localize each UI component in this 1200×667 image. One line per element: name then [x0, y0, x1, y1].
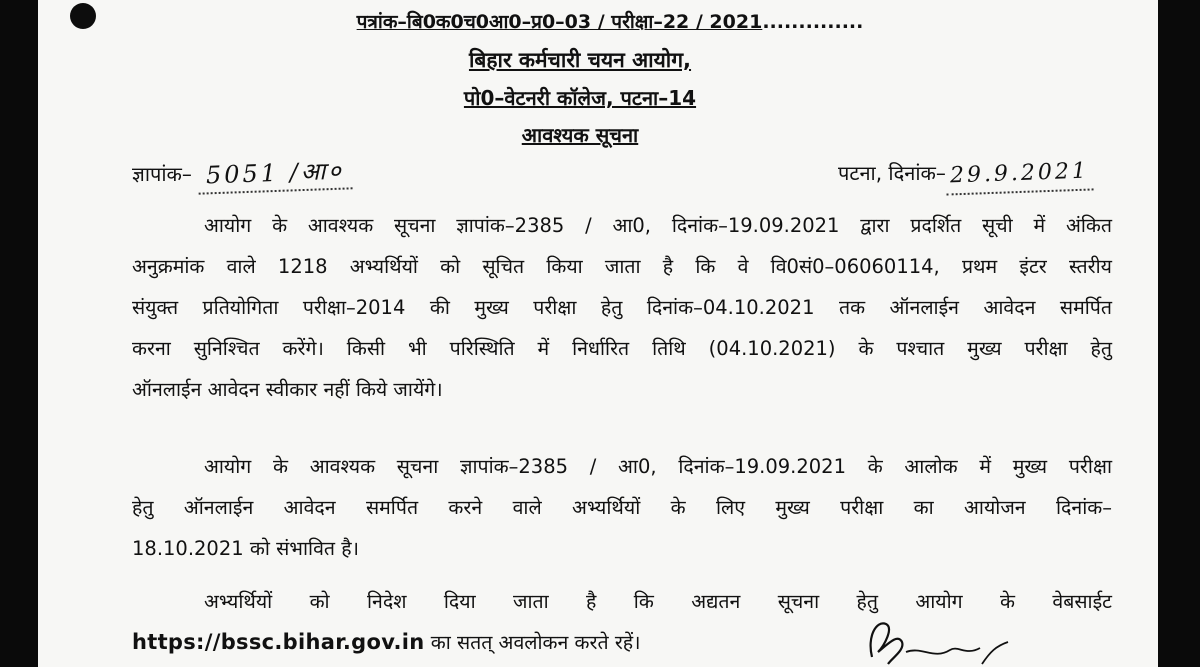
website-link[interactable]: https://bssc.bihar.gov.in: [132, 630, 425, 654]
notice-title-text: आवश्यक सूचना: [521, 123, 639, 147]
date-line: [838, 156, 1093, 193]
paragraph-2: [132, 446, 1112, 569]
paragraph-line: अनुक्रमांक वाले 1218 अभ्यर्थियों को सूचित किया जाता है कि वे वि0सं0–06060114, प्रथम इंटर स्तरीय: [132, 255, 1112, 278]
paragraph-line: आयोग के आवश्यक सूचना ज्ञापांक–2385 / आ0, दिनांक–19.09.2021 के आलोक में मुख्य परीक्षा: [204, 455, 1112, 478]
memo-number: 5051 /आ०: [197, 153, 352, 194]
paragraph-line: आयोग के आवश्यक सूचना ज्ञापांक–2385 / आ0, दिनांक–19.09.2021 द्वारा प्रदर्शित सूची में अंकित: [204, 214, 1112, 237]
photo-right-edge: [1158, 0, 1200, 667]
organisation-address-text: पो0–वेटनरी कॉलेज, पटना–14: [463, 86, 697, 110]
paragraph-line: ऑनलाईन आवेदन स्वीकार नहीं किये जायेंगे।: [132, 378, 443, 401]
paragraph-1: [132, 205, 1112, 410]
memo-line: [132, 156, 352, 192]
memo-label: ज्ञापांक–: [132, 162, 192, 186]
paragraph-line: करना सुनिश्चित करेंगे। किसी भी परिस्थिति में निर्धारित तिथि (04.10.2021) के पश्चात मुख्य परीक्षा हेतु: [132, 337, 1112, 360]
reference-line: [300, 8, 920, 36]
paragraph-line-rest: का सतत् अवलोकन करते रहें।: [424, 631, 641, 654]
notice-title: [280, 121, 880, 149]
punch-hole-icon: [70, 3, 96, 29]
paragraph-line: अभ्यर्थियों को निदेश दिया जाता है कि अद्यतन सूचना हेतु आयोग के वेबसाईट: [204, 590, 1112, 613]
signature-icon: [862, 612, 1012, 667]
organisation-name-text: बिहार कर्मचारी चयन आयोग,: [468, 48, 692, 72]
reference-dots: ..............: [762, 11, 864, 33]
organisation-address: [280, 84, 880, 112]
date-value: 29.9.2021: [945, 154, 1093, 195]
paragraph-line: संयुक्त प्रतियोगिता परीक्षा–2014 की मुख्य परीक्षा हेतु दिनांक–04.10.2021 तक ऑनलाईन आवेदन समर्पित: [132, 296, 1112, 319]
date-label: पटना, दिनांक–: [838, 161, 946, 185]
paragraph-line: हेतु ऑनलाईन आवेदन समर्पित करने वाले अभ्यर्थियों के लिए मुख्य परीक्षा का आयोजन दिनांक–: [132, 496, 1112, 519]
organisation-name: [280, 46, 880, 74]
paragraph-line: 18.10.2021 को संभावित है।: [132, 537, 359, 560]
reference-number: पत्रांक–बि0क0च0आ0–प्र0–03 / परीक्षा–22 / 2021: [356, 11, 763, 33]
photo-left-edge: [0, 0, 38, 667]
